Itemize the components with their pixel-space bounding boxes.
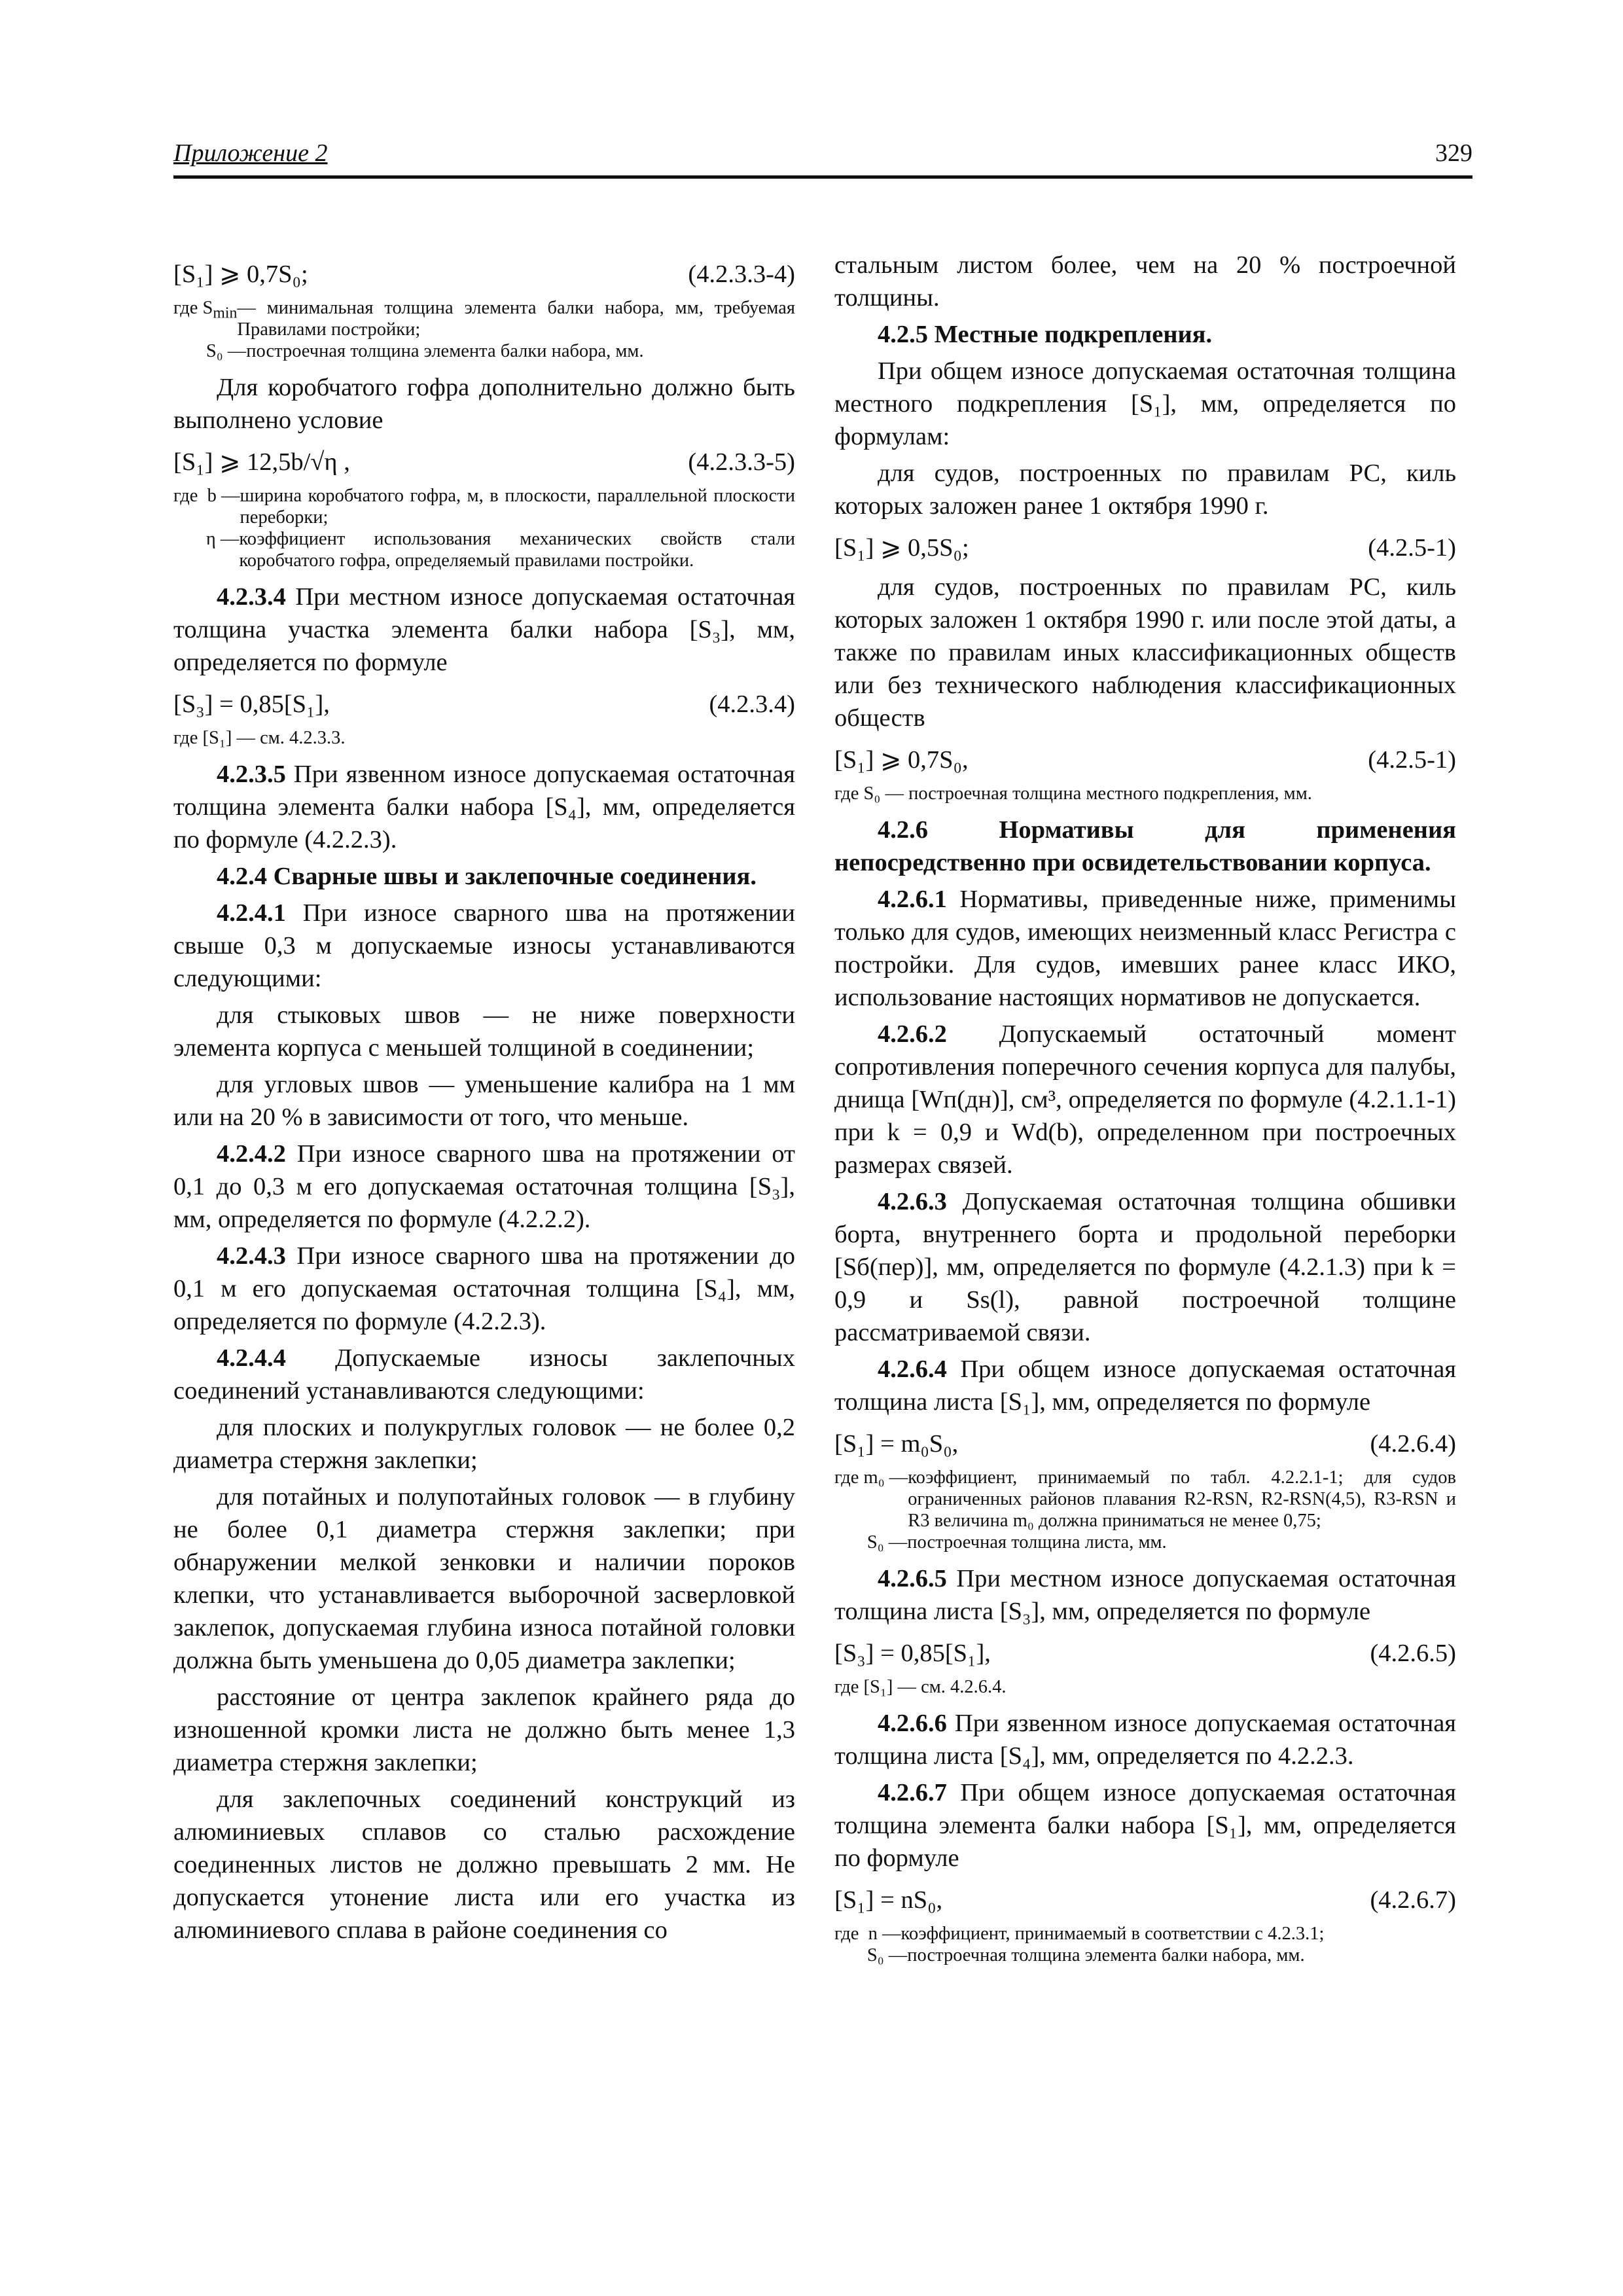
section-number: 4.2.4.3 xyxy=(217,1242,286,1270)
def-label: S₀ — xyxy=(173,341,247,361)
paragraph: 4.2.6.2 Допускаемый остаточный момент сопротивления поперечного сечения корпуса для палубы, днища [Wп(дн)], см³, определяется по формуле (4.2.1.1-1) при k = 0,9 и Wd(b), определенном при построечных размерах связей. xyxy=(834,1020,1456,1179)
section-number: 4.2.4.2 xyxy=(217,1140,286,1168)
equation-4-2-5-1a xyxy=(834,531,1456,564)
def-label: η — xyxy=(173,529,240,549)
paragraph: для угловых швов — уменьшение калибра на 1 мм или на 20 % в зависимости от того, что меньше. xyxy=(173,1071,795,1131)
section-heading: 4.2.4 Сварные швы и заклепочные соединения. xyxy=(217,863,757,890)
equation-number: (4.2.3.3-5) xyxy=(688,448,795,476)
page-number: 329 xyxy=(1435,139,1472,167)
def-label: где n — xyxy=(834,1924,901,1944)
running-header xyxy=(173,139,1472,175)
paragraph: 4.2.4.3 При износе сварного шва на протяжении до 0,1 м его допускаемая остаточная толщина [S₄], мм, определяется по формуле (4.2.2.3). xyxy=(173,1242,795,1335)
section-number: 4.2.6.5 xyxy=(878,1565,947,1592)
definition-note: где [S₁] — см. 4.2.6.4. xyxy=(834,1677,1007,1697)
paragraph: для потайных и полупотайных головок — в глубину не более 0,1 диаметра стержня заклепки; при обнаружении мелкой зенковки и наличии пороков клепки, что устанавливается выборочной засверловкой заклепок, допускаемая глубина износа потайной головки должна быть уменьшена до 0,05 диаметра заклепки; xyxy=(173,1483,795,1674)
def-text: построечная толщина элемента балки набора, мм. xyxy=(246,341,644,361)
def-label: S₀ — xyxy=(834,1532,908,1552)
formula: [S₁] ⩾ 0,5S₀; xyxy=(834,534,969,562)
section-number: 4.2.6.1 xyxy=(878,886,947,913)
formula: [S₃] = 0,85[S₁], xyxy=(173,691,330,718)
formula: [S₃] = 0,85[S₁], xyxy=(834,1640,991,1667)
equation-4-2-3-4 xyxy=(173,688,795,721)
equation-number: (4.2.6.7) xyxy=(1370,1886,1456,1914)
def-text: ширина коробчатого гофра, м, в плоскости, параллельной плоскости переборки; xyxy=(240,486,795,528)
equation-4-2-6-4 xyxy=(834,1427,1456,1460)
paragraph: 4.2.6.4 При общем износе допускаемая остаточная толщина листа [S₁], мм, определяется по формуле xyxy=(834,1355,1456,1416)
section-number: 4.2.3.5 xyxy=(217,761,286,788)
header-title: Приложение 2 xyxy=(173,139,328,167)
paragraph: для стыковых швов — не ниже поверхности элемента корпуса с меньшей толщиной в соединении; xyxy=(173,1001,795,1062)
section-number: 4.2.6.6 xyxy=(878,1710,947,1737)
equation-number: (4.2.6.5) xyxy=(1370,1640,1456,1667)
paragraph: 4.2.6.5 При местном износе допускаемая остаточная толщина листа [S₃], мм, определяется по формуле xyxy=(834,1565,1456,1625)
paragraph: для судов, построенных по правилам РС, киль которых заложен 1 октября 1990 г. или после этой даты, а также по правилам иных классификационных обществ или без технического наблюдения классификационных обществ xyxy=(834,573,1456,732)
section-number: 4.2.4.1 xyxy=(217,899,286,927)
paragraph: для заклепочных соединений конструкций из алюминиевых сплавов со сталью расхождение соединенных листов не должно превышать 2 мм. Не допускается утонение листа или его участка из алюминиевого сплава в районе соединения со xyxy=(173,1785,795,1944)
definitions-block xyxy=(834,1467,1456,1553)
paragraph: 4.2.6.6 При язвенном износе допускаемая остаточная толщина листа [S₄], мм, определяется по 4.2.2.3. xyxy=(834,1710,1456,1770)
formula: [S₁] ⩾ 0,7S₀, xyxy=(834,746,969,774)
equation-4-2-6-7 xyxy=(834,1884,1456,1916)
section-number: 4.2.6.7 xyxy=(878,1779,947,1806)
section-heading: 4.2.6 Нормативы для применения непосредственно при освидетельствовании корпуса. xyxy=(834,816,1456,876)
paragraph: расстояние от центра заклепок крайнего ряда до изношенной кромки листа не должно быть менее 1,3 диаметра стержня заклепки; xyxy=(173,1683,795,1776)
paragraph: для судов, построенных по правилам РС, киль которых заложен ранее 1 октября 1990 г. xyxy=(834,459,1456,520)
header-rule xyxy=(173,175,1472,179)
section-heading: 4.2.5 Местные подкрепления. xyxy=(878,321,1213,348)
left-column xyxy=(173,249,795,1950)
definition-note: где [S₁] — см. 4.2.3.3. xyxy=(173,728,346,748)
paragraph: 4.2.3.5 При язвенном износе допускаемая остаточная толщина элемента балки набора [S₄], мм, определяется по формуле (4.2.2.3). xyxy=(173,761,795,853)
equation-number: (4.2.3.4) xyxy=(709,691,795,718)
formula: [S₁] ⩾ 0,7S₀; xyxy=(173,260,308,288)
equation-4-2-5-1b xyxy=(834,744,1456,776)
paragraph: для плоских и полукруглых головок — не более 0,2 диаметра стержня заклепки; xyxy=(173,1414,795,1474)
paragraph: стальным листом более, чем на 20 % построечной толщины. xyxy=(834,251,1456,312)
equation-number: (4.2.3.3-4) xyxy=(688,260,795,288)
section-number: 4.2.3.4 xyxy=(217,583,286,611)
formula: [S₁] = nS₀, xyxy=(834,1886,943,1914)
section-number: 4.2.6.3 xyxy=(878,1188,947,1215)
def-text: — минимальная толщина элемента балки набора, мм, требуемая Правилами постройки; xyxy=(237,298,795,340)
definitions-block xyxy=(173,297,795,362)
paragraph: 4.2.6.7 При общем износе допускаемая остаточная толщина элемента балки набора [S₁], мм, определяется по формуле xyxy=(834,1779,1456,1872)
right-column xyxy=(834,249,1456,1975)
def-label: где $S_{min}$ xyxy=(173,298,238,322)
definition-note: где S₀ — построечная толщина местного подкрепления, мм. xyxy=(834,783,1312,804)
equation-number: (4.2.6.4) xyxy=(1370,1430,1456,1458)
def-text: коэффициент, принимаемый по табл. 4.2.2.1-1; для судов ограниченных районов плавания R2-RSN, R2-RSN(4,5), R3-RSN и R3 величина m₀ должна приниматься не менее 0,75; xyxy=(908,1467,1456,1531)
equation-number: (4.2.5-1) xyxy=(1368,746,1456,774)
def-label: S₀ — xyxy=(834,1945,908,1965)
def-text: построечная толщина элемента балки набора, мм. xyxy=(907,1945,1305,1965)
paragraph: При общем износе допускаемая остаточная толщина местного подкрепления [S₁], мм, определяется по формулам: xyxy=(834,357,1456,450)
section-number: 4.2.4.4 xyxy=(217,1344,286,1372)
def-label: где b — xyxy=(173,486,240,506)
formula: [S₁] ⩾ 12,5b/√η , xyxy=(173,448,350,476)
paragraph: 4.2.4.1 При износе сварного шва на протяжении свыше 0,3 м допускаемые износы устанавливаются следующими: xyxy=(173,899,795,992)
def-label: где m₀ — xyxy=(834,1467,908,1488)
paragraph: Для коробчатого гофра дополнительно должно быть выполнено условие xyxy=(173,374,795,434)
equation-4-2-6-5 xyxy=(834,1637,1456,1670)
def-text: коэффициент использования механических свойств стали коробчатого гофра, определяемый правилами постройки. xyxy=(239,529,795,571)
equation-4-2-3-3-5 xyxy=(173,446,795,478)
paragraph: 4.2.4.2 При износе сварного шва на протяжении от 0,1 до 0,3 м его допускаемая остаточная толщина [S₃], мм, определяется по формуле (4.2.2.2). xyxy=(173,1140,795,1233)
equation-number: (4.2.5-1) xyxy=(1368,534,1456,562)
paragraph: 4.2.6.3 Допускаемая остаточная толщина обшивки борта, внутреннего борта и продольной переборки [Sб(пер)], мм, определяется по формуле (4.2.1.3) при k = 0,9 и Ss(l), равной построечной толщине рассматриваемой связи. xyxy=(834,1188,1456,1346)
def-text: построечная толщина листа, мм. xyxy=(907,1532,1167,1552)
def-text: коэффициент, принимаемый в соответствии с 4.2.3.1; xyxy=(901,1924,1325,1944)
section-number: 4.2.6.2 xyxy=(878,1020,947,1048)
definitions-block xyxy=(834,1923,1456,1966)
paragraph: 4.2.4.4 Допускаемые износы заклепочных соединений устанавливаются следующими: xyxy=(173,1344,795,1405)
definitions-block xyxy=(173,485,795,571)
paragraph: 4.2.6.1 Нормативы, приведенные ниже, применимы только для судов, имеющих неизменный класс Регистра с постройки. Для судов, имевших ранее класс ИКО, использование настоящих нормативов не допускается. xyxy=(834,886,1456,1011)
section-number: 4.2.6.4 xyxy=(878,1355,947,1383)
formula: [S₁] = m₀S₀, xyxy=(834,1430,959,1458)
equation-4-2-3-3-4 xyxy=(173,258,795,291)
paragraph: 4.2.3.4 При местном износе допускаемая остаточная толщина участка элемента балки набора [S₃], мм, определяется по формуле xyxy=(173,583,795,676)
